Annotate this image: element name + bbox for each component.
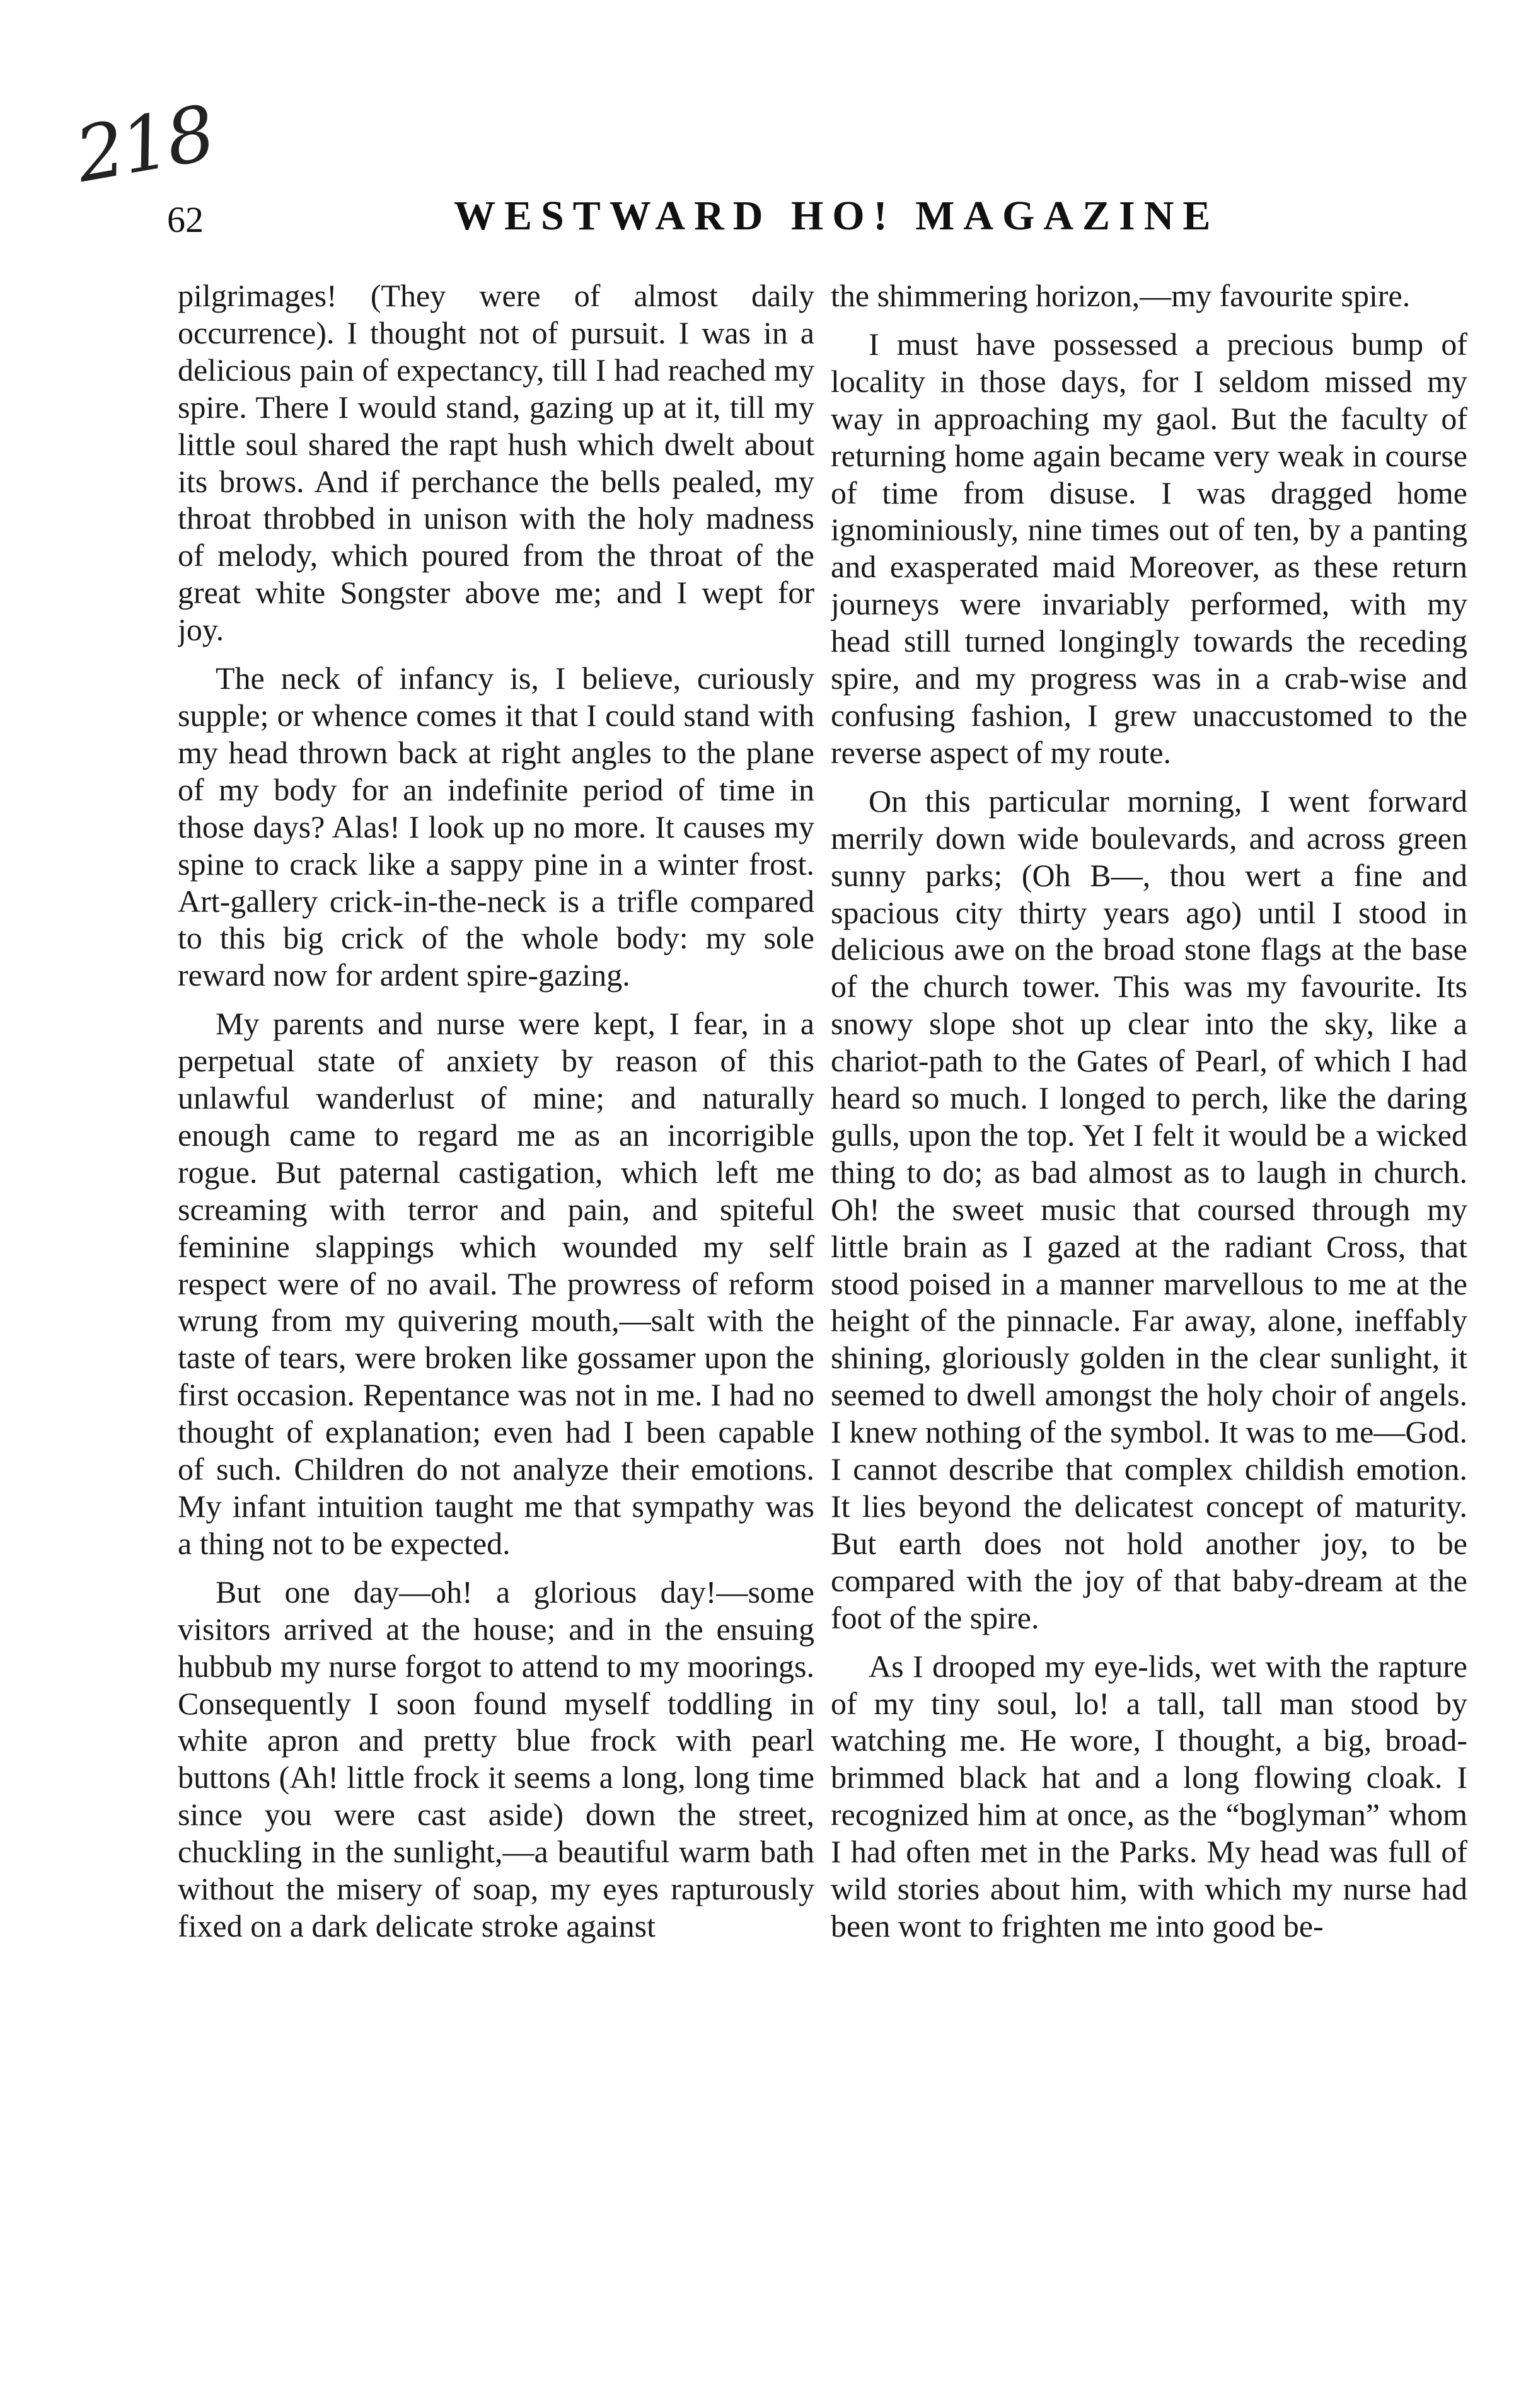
paragraph: I must have possessed a precious bump of locality in those days, for I seldom missed my way in approaching my gaol. But the faculty of returning home again became very weak in course of time from disuse. I was dragged home ignominiously, nine times out of ten, by a panting and exasperated maid Moreover, as these return journeys were invariably performed, with my head still turned longingly towards the receding spire, and my progress was in a crab-wise and confusing fashion, I grew unaccustomed to the reverse aspect of my route. — [831, 326, 1467, 770]
right-column — [831, 277, 1467, 2325]
paragraph: The neck of infancy is, I believe, curiously supple; or whence comes it that I could stand with my head thrown back at right angles to the plane of my body for an indefinite period of time in those days? Alas! I look up no more. It causes my spine to crack like a sappy pine in a winter frost. Art-gallery crick-in-the-neck is a trifle compared to this big crick of the whole body: my sole reward now for ardent spire-gazing. — [178, 660, 814, 993]
paragraph: On this particular morning, I went forward merrily down wide boulevards, and across green sunny parks; (Oh B—, thou wert a fine and spacious city thirty years ago) until I stood in delicious awe on the broad stone flags at the base of the church tower. This was my favourite. Its snowy slope shot up clear into the sky, like a chariot-path to the Gates of Pearl, of which I had heard so much. I longed to perch, like the daring gulls, upon the top. Yet I felt it would be a wicked thing to do; as bad almost as to laugh in church. Oh! the sweet music that coursed through my little brain as I gazed at the radiant Cross, that stood poised in a manner marvellous to me at the height of the pinnacle. Far away, alone, ineffably shining, gloriously golden in the clear sunlight, it seemed to dwell amongst the holy choir of angels. I knew nothing of the symbol. It was to me—God. I cannot describe that complex childish emotion. It lies beyond the delicatest concept of maturity. But earth does not hold another joy, to be compared with the joy of that baby-dream at the foot of the spire. — [831, 783, 1467, 1635]
paragraph: the shimmering horizon,—my favourite spire. — [831, 278, 1411, 313]
paragraph: But one day—oh! a glorious day!—some visitors arrived at the house; and in the ensuing hubbub my nurse forgot to attend to my moorings. Consequently I soon found myself toddling in white apron and pretty blue frock with pearl buttons (Ah! little frock it seems a long, long time since you were cast aside) down the street, chuckling in the sunlight,—a beautiful warm bath without the misery of soap, my eyes rapturously fixed on a dark delicate stroke against — [178, 1574, 814, 1944]
handwritten-page-mark: 218 — [69, 89, 219, 200]
paragraph: pilgrimages! (They were of almost daily occurrence). I thought not of pursuit. I was in a delicious pain of expectancy, till I had reached my spire. There I would stand, gazing up at it, till my little soul shared the rapt hush which dwelt about its brows. And if perchance the bells pealed, my throat throbbed in unison with the holy madness of melody, which poured from the throat of the great white Songster above me; and I wept for joy. — [178, 278, 814, 648]
paragraph: My parents and nurse were kept, I fear, in a perpetual state of anxiety by reason of this unlawful wanderlust of mine; and naturally enough came to regard me as an incorrigible rogue. But paternal castigation, which left me screaming with terror and pain, and spiteful feminine slappings which wounded my self respect were of no avail. The prowress of reform wrung from my quivering mouth,—salt with the taste of tears, were broken like gossamer upon the first occasion. Repentance was not in me. I had no thought of explanation; even had I been capable of such. Children do not analyze their emotions. My infant intuition taught me that sympathy was a thing not to be expected. — [178, 1006, 814, 1561]
paragraph: As I drooped my eye-lids, wet with the rapture of my tiny soul, lo! a tall, tall man stood by watching me. He wore, I thought, a big, broad-brimmed black hat and a long flowing cloak. I recognized him at once, as the “boglyman” whom I had often met in the Parks. My head was full of wild stories about him, with which my nurse had been wont to frighten me into good be- — [831, 1648, 1467, 1944]
running-head: WESTWARD HO! MAGAZINE — [454, 193, 1220, 239]
page-number: 62 — [167, 199, 204, 240]
left-column — [178, 277, 814, 2325]
